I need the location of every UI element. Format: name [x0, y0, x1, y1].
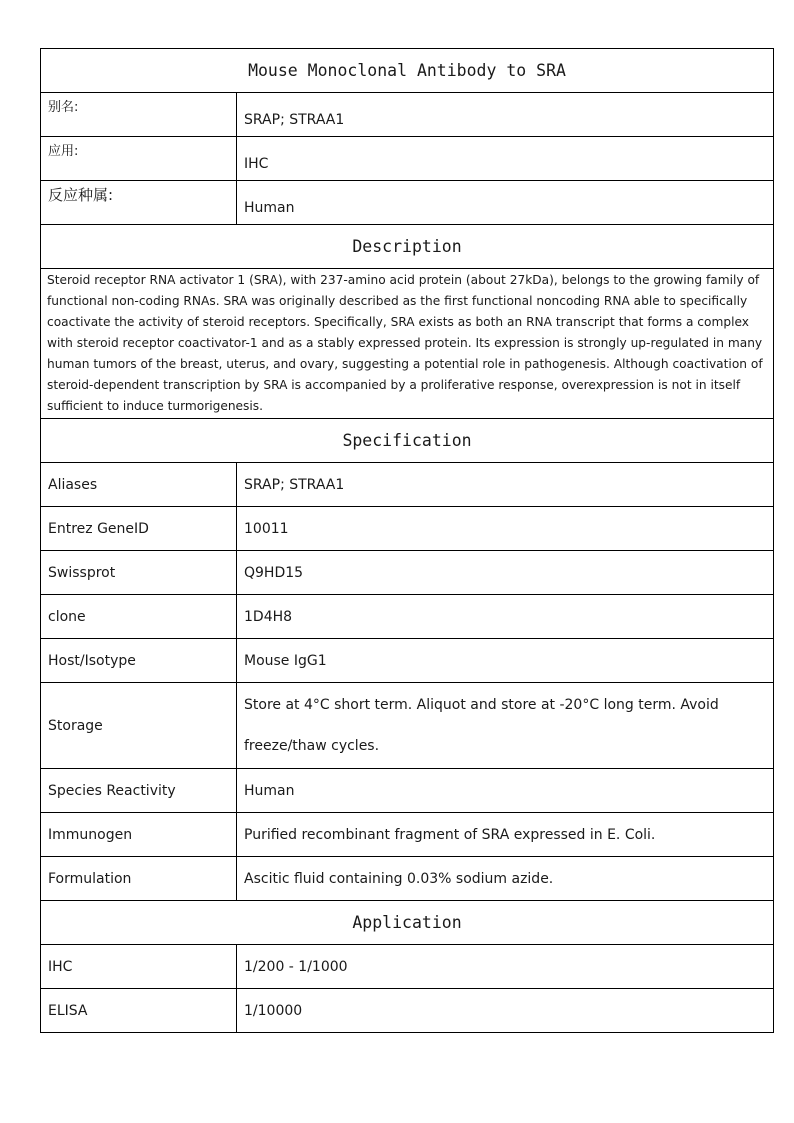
- spec-value: SRAP; STRAA1: [237, 463, 774, 507]
- spec-label: Entrez GeneID: [41, 507, 237, 551]
- header-row-application: [41, 137, 774, 181]
- header-row-alias: [41, 93, 774, 137]
- description-text: Steroid receptor RNA activator 1 (SRA), with 237-amino acid protein (about 27kDa), belongs to the growing family of functional non-coding RNAs. SRA was originally described as the first functional noncoding RNA able to specifically coactivate the activity of steroid receptors. Specifically, SRA exists as both an RNA transcript that forms a complex with steroid receptor coactivator-1 and as a stably expressed protein. Its expression is strongly up-regulated in many human tumors of the breast, uterus, and ovary, suggesting a potential role in pathogenesis. Although coactivation of steroid-dependent transcription by SRA is accompanied by a proliferative response, overexpression is not in itself sufficient to induce turmorigenesis.: [41, 269, 774, 419]
- spec-label: Swissprot: [41, 551, 237, 595]
- spec-row-swissprot: [41, 551, 774, 595]
- application-heading: Application: [41, 901, 774, 945]
- spec-value: Mouse IgG1: [237, 639, 774, 683]
- spec-row-host: [41, 639, 774, 683]
- header-label: 应用:: [41, 137, 237, 181]
- spec-row-clone: [41, 595, 774, 639]
- spec-label: Aliases: [41, 463, 237, 507]
- spec-value: Ascitic fluid containing 0.03% sodium azide.: [237, 857, 774, 901]
- spec-row-gene-id: [41, 507, 774, 551]
- page-title: Mouse Monoclonal Antibody to SRA: [41, 49, 774, 93]
- application-row-ihc: [41, 945, 774, 989]
- description-heading: Description: [41, 225, 774, 269]
- spec-label: Host/Isotype: [41, 639, 237, 683]
- spec-value: Q9HD15: [237, 551, 774, 595]
- application-value: 1/200 - 1/1000: [237, 945, 774, 989]
- spec-value: Store at 4°C short term. Aliquot and store at -20°C long term. Avoid freeze/thaw cycles.: [237, 683, 774, 769]
- spec-value: Human: [237, 769, 774, 813]
- spec-row-storage: [41, 683, 774, 769]
- spec-label: Immunogen: [41, 813, 237, 857]
- spec-label: Storage: [41, 683, 237, 769]
- specification-heading: Specification: [41, 419, 774, 463]
- spec-row-immunogen: [41, 813, 774, 857]
- spec-row-aliases: [41, 463, 774, 507]
- spec-label: Formulation: [41, 857, 237, 901]
- header-value: IHC: [237, 137, 774, 181]
- application-value: 1/10000: [237, 989, 774, 1033]
- spec-label: Species Reactivity: [41, 769, 237, 813]
- header-row-reactivity: [41, 181, 774, 225]
- spec-row-formulation: [41, 857, 774, 901]
- spec-value: Purified recombinant fragment of SRA expressed in E. Coli.: [237, 813, 774, 857]
- application-label: ELISA: [41, 989, 237, 1033]
- spec-value: 1D4H8: [237, 595, 774, 639]
- header-value: Human: [237, 181, 774, 225]
- application-row-elisa: [41, 989, 774, 1033]
- spec-value: 10011: [237, 507, 774, 551]
- application-label: IHC: [41, 945, 237, 989]
- spec-row-species: [41, 769, 774, 813]
- header-value: SRAP; STRAA1: [237, 93, 774, 137]
- datasheet-table: [40, 48, 774, 1033]
- header-label: 别名:: [41, 93, 237, 137]
- spec-label: clone: [41, 595, 237, 639]
- header-label: 反应种属:: [41, 181, 237, 225]
